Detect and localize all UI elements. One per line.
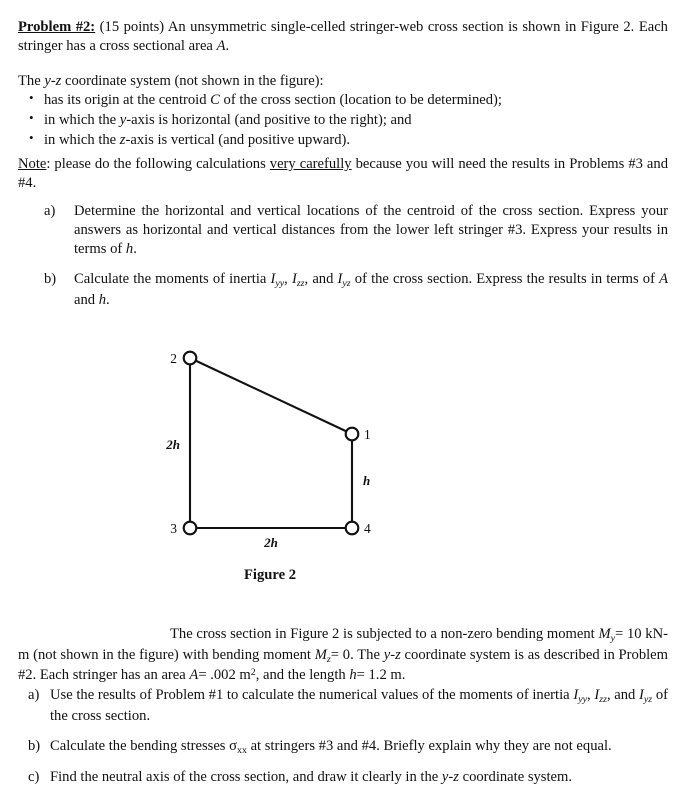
part2-item-c-marker: c) bbox=[28, 769, 40, 786]
part2-yz: y-z bbox=[441, 769, 459, 786]
bullet-item-y-axis bbox=[18, 111, 668, 130]
sub-xx: xx bbox=[237, 744, 247, 756]
part2-item-b bbox=[28, 737, 668, 758]
part2-sub-yy: yy bbox=[578, 693, 587, 705]
bullet-item-z-axis bbox=[18, 131, 668, 150]
part1-item-b-period: . bbox=[106, 291, 110, 308]
part1-item-b bbox=[44, 270, 668, 310]
dimension-label-bottom-2h: 2h bbox=[264, 535, 278, 550]
bullet-origin-pre: has its origin at the centroid bbox=[44, 92, 211, 108]
part2-item-a-text-1: Use the results of Problem #1 to calculate the numerical values of the moments of inertia bbox=[50, 687, 574, 703]
problem-intro-text: (15 points) An unsymmetric single-celled stringer-web cross section is shown in Figure 2. Each stringer has a cross sectional area bbox=[18, 19, 668, 54]
p2-mid-2: = 0. The bbox=[330, 646, 384, 663]
part2-sep-1: , bbox=[587, 687, 595, 703]
part2-sub-zz: zz bbox=[599, 693, 607, 705]
part1-sep-1: , bbox=[284, 270, 292, 287]
bullet-z-var: z bbox=[119, 131, 126, 148]
node-label-3: 3 bbox=[170, 521, 177, 536]
stringer-node-3 bbox=[184, 522, 197, 535]
p2-yz: y-z bbox=[383, 646, 401, 663]
p2-mid-3: coordinate system is as described in Problem #2. Each stringer has an area bbox=[18, 646, 669, 684]
part2-item-c-text-1: Find the neutral axis of the cross section, and draw it clearly in the bbox=[50, 769, 442, 786]
coord-lead-post: coordinate system (not shown in the figure): bbox=[61, 73, 324, 89]
bullet-z-post: -axis is vertical (and positive upward). bbox=[125, 131, 350, 148]
figure-2-container bbox=[0, 336, 685, 596]
part2-item-a-text-2: of the cross section. bbox=[50, 687, 669, 724]
p2-sup-squared: 2 bbox=[250, 667, 256, 679]
note-label: Note bbox=[18, 156, 47, 172]
p2-lead: The cross section in Figure 2 is subjected to a non-zero bending moment bbox=[170, 626, 599, 642]
part1-item-a-period: . bbox=[133, 240, 137, 257]
part2-item-c bbox=[28, 768, 668, 787]
symbol-Mz: M bbox=[314, 646, 327, 663]
p2-mid-6: = 1.2 m. bbox=[356, 667, 406, 684]
sub-Mz: z bbox=[326, 653, 331, 665]
part2-item-c-text-2: coordinate system. bbox=[458, 769, 573, 786]
bullet-origin-var: C bbox=[210, 92, 220, 108]
symbol-sigma: σ bbox=[229, 737, 238, 754]
dimension-label-right-h: h bbox=[363, 473, 371, 488]
bullet-origin-post: of the cross section (location to be determined); bbox=[219, 92, 502, 108]
sub-My: y bbox=[610, 632, 616, 644]
bullet-y-var: y bbox=[119, 111, 127, 128]
note-rest: because you will need the results in Problems #3 and #4. bbox=[18, 156, 669, 191]
node-label-4: 4 bbox=[364, 521, 371, 536]
part1-item-b-text-2: of the cross section. Express the results in terms of bbox=[350, 270, 660, 287]
part1-item-a-var-h: h bbox=[125, 240, 134, 257]
bullet-item-origin bbox=[18, 91, 668, 110]
part2-sub-yz: yz bbox=[643, 693, 653, 705]
p2-mid-4: = .002 m bbox=[198, 667, 251, 684]
part2-list bbox=[28, 686, 668, 798]
part1-symbol-Iyy: I bbox=[270, 270, 276, 287]
part1-symbol-Izz: I bbox=[291, 270, 297, 287]
dimension-label-left-2h: 2h bbox=[166, 437, 180, 452]
part1-sep-2: , and bbox=[304, 270, 338, 287]
note-emphasis: very carefully bbox=[269, 156, 352, 172]
figure-caption: Figure 2 bbox=[243, 567, 297, 583]
p2-mid-5: , and the length bbox=[255, 667, 350, 684]
stringer-node-2 bbox=[184, 352, 197, 365]
part2-symbol-Izz: I bbox=[594, 687, 600, 703]
p2-var-h: h bbox=[349, 667, 357, 684]
part1-item-a bbox=[44, 202, 668, 259]
problem-heading: Problem #2: bbox=[18, 19, 96, 35]
problem-part2-paragraph bbox=[18, 625, 668, 685]
coord-yz-label: y-z bbox=[44, 73, 62, 89]
edge-2-1 bbox=[190, 358, 352, 434]
part1-var-A: A bbox=[659, 270, 668, 287]
part1-var-h: h bbox=[98, 291, 107, 308]
coordinate-system-bullets bbox=[18, 91, 668, 151]
bullet-z-pre: in which the bbox=[44, 131, 120, 148]
bullet-y-pre: in which the bbox=[44, 111, 120, 128]
part2-item-a bbox=[28, 686, 668, 726]
part1-item-b-text-1: Calculate the moments of inertia bbox=[74, 270, 271, 287]
part2-sep-2: , and bbox=[606, 687, 640, 703]
intro-variable-A: A bbox=[216, 37, 226, 54]
stringer-node-4 bbox=[346, 522, 359, 535]
node-label-1: 1 bbox=[364, 427, 371, 442]
part2-item-b-marker: b) bbox=[28, 737, 41, 754]
p2-mid-1: = 10 kN-m (not shown in the figure) with bending moment bbox=[18, 626, 668, 663]
part2-symbol-Iyy: I bbox=[573, 687, 579, 703]
part2-item-a-marker: a) bbox=[28, 687, 40, 703]
part1-item-a-marker: a) bbox=[44, 203, 56, 219]
p2-var-A: A bbox=[189, 667, 199, 684]
part1-sub-zz: zz bbox=[296, 277, 305, 289]
part1-item-b-text-3: and bbox=[74, 291, 99, 308]
part2-symbol-Iyz: I bbox=[639, 687, 644, 703]
part2-item-b-text-2: at stringers #3 and #4. Briefly explain why they are not equal. bbox=[246, 737, 612, 754]
symbol-My: M bbox=[598, 626, 611, 642]
bullet-y-post: -axis is horizontal (and positive to the right); and bbox=[126, 111, 412, 128]
part1-item-a-text: Determine the horizontal and vertical locations of the centroid of the cross section. Express your answers as horizontal and vertical distances from the lower left stringer #3. Express your results in terms of bbox=[74, 203, 668, 257]
part1-item-b-marker: b) bbox=[44, 270, 57, 287]
part1-sub-yz: yz bbox=[342, 277, 351, 289]
coordinate-system-lead bbox=[18, 72, 668, 91]
part1-symbol-Iyz: I bbox=[337, 270, 343, 287]
part1-sub-yy: yy bbox=[275, 277, 285, 289]
part1-list bbox=[44, 202, 668, 321]
cross-section-diagram bbox=[0, 336, 685, 566]
problem-intro-paragraph bbox=[18, 18, 668, 56]
note-paragraph bbox=[18, 155, 668, 193]
note-colon: : please do the following calculations bbox=[46, 156, 270, 172]
coord-lead-pre: The bbox=[18, 73, 45, 89]
part2-item-b-text-1: Calculate the bending stresses bbox=[50, 737, 230, 754]
stringer-node-1 bbox=[346, 428, 359, 441]
intro-period: . bbox=[225, 37, 230, 54]
node-label-2: 2 bbox=[170, 351, 177, 366]
